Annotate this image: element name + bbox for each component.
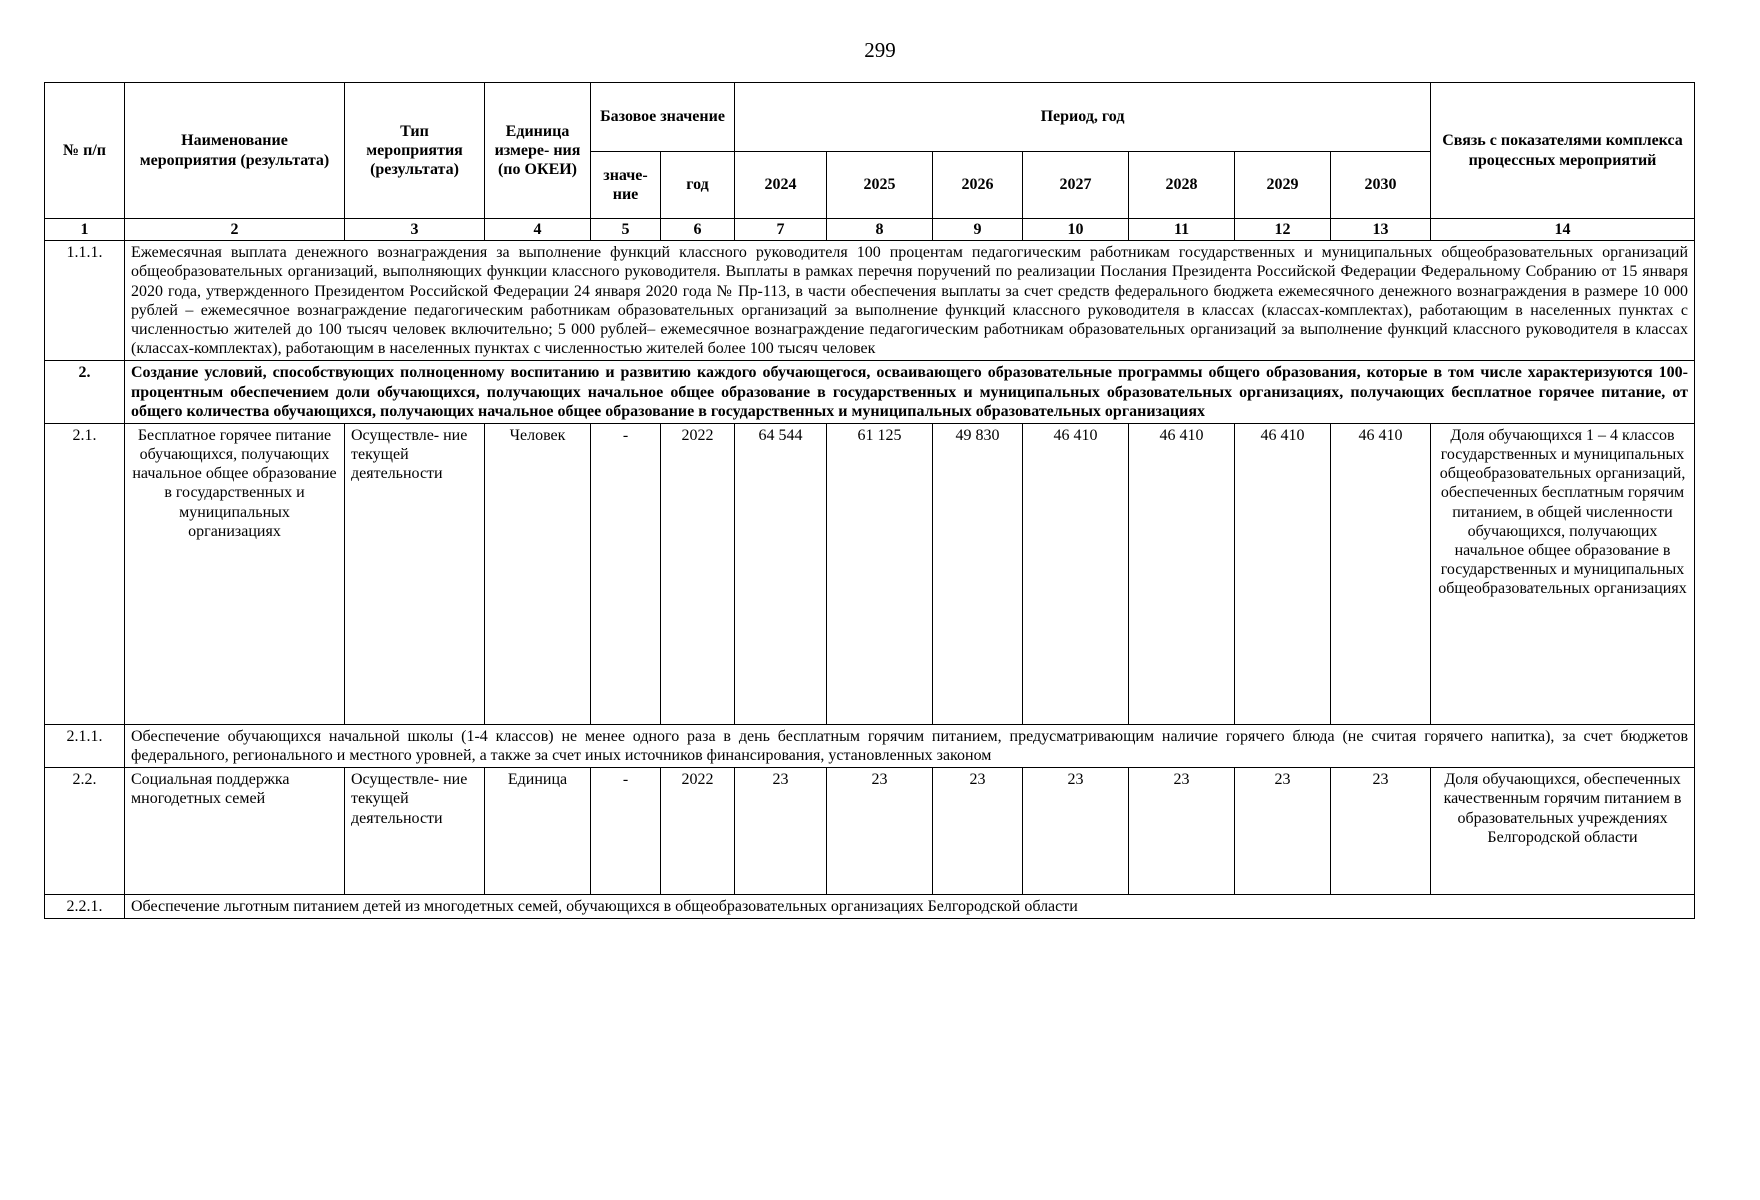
- column-number: 4: [485, 219, 591, 241]
- table-row-2-1: [45, 423, 1695, 724]
- measure-name: Бесплатное горячее питание обучающихся, получающих начальное общее образование в государственных и муниципальных организациях: [125, 423, 345, 724]
- column-number: 11: [1129, 219, 1235, 241]
- value-2030: 46 410: [1331, 423, 1431, 724]
- row-number: 2.2.1.: [45, 895, 125, 919]
- base-value: -: [591, 423, 661, 724]
- measures-table: [44, 82, 1695, 919]
- row-description: Ежемесячная выплата денежного вознаграждения за выполнение функций классного руководителя 100 процентам педагогическим работникам государственных и муниципальных общеобразовательных организаций общеобразовательных организаций, выполняющих функции классного руководителя. Выплаты в рамках перечня поручений по реализации Послания Президента Российской Федерации Федеральному Собранию от 15 января 2020 года, утвержденного Президентом Российской Федерации 24 января 2020 года № Пр-113, в части обеспечения выплаты за счет средств федерального бюджета ежемесячного денежного вознаграждения в размере 10 000 рублей – ежемесячное вознаграждение педагогическим работникам образовательных организаций за выполнение функций классного руководителя в классах (классах-комплектах), работающим в населенных пунктах с численностью жителей до 100 тысяч человек включительно; 5 000 рублей– ежемесячное вознаграждение педагогическим работникам образовательных организаций за выполнение функций классного руководителя в классах (классах-комплектах), работающим в населенных пунктах с численностью жителей более 100 тысяч человек: [125, 241, 1695, 361]
- column-number-row: [45, 219, 1695, 241]
- header-name: Наименование мероприятия (результата): [125, 83, 345, 219]
- value-2030: 23: [1331, 768, 1431, 895]
- value-2029: 46 410: [1235, 423, 1331, 724]
- table-row-2-1-1: [45, 724, 1695, 767]
- header-base-year: год: [661, 152, 735, 219]
- measure-type: Осуществле- ние текущей деятельности: [345, 768, 485, 895]
- linked-indicator: Доля обучающихся, обеспеченных качественным горячим питанием в образовательных учреждениях Белгородской области: [1431, 768, 1695, 895]
- header-year-2027: 2027: [1023, 152, 1129, 219]
- column-number: 2: [125, 219, 345, 241]
- base-year: 2022: [661, 768, 735, 895]
- measure-unit: Единица: [485, 768, 591, 895]
- column-number: 14: [1431, 219, 1695, 241]
- row-number: 1.1.1.: [45, 241, 125, 361]
- table-row-2-2-1: [45, 895, 1695, 919]
- header-type: Тип мероприятия (результата): [345, 83, 485, 219]
- row-number: 2.: [45, 361, 125, 424]
- table-row-2: [45, 361, 1695, 424]
- column-number: 12: [1235, 219, 1331, 241]
- row-number: 2.1.1.: [45, 724, 125, 767]
- header-year-2025: 2025: [827, 152, 933, 219]
- column-number: 3: [345, 219, 485, 241]
- value-2028: 23: [1129, 768, 1235, 895]
- table-row-1-1-1: [45, 241, 1695, 361]
- column-number: 7: [735, 219, 827, 241]
- row-description: Создание условий, способствующих полноценному воспитанию и развитию каждого обучающегося, осваивающего образовательные программы общего образования, которые в том числе характеризуются 100-процентным обеспечением доли обучающихся, получающих начальное общее образование в государственных и муниципальных образовательных организациях, получающих бесплатное горячее питание, от общего количества обучающихся, получающих начальное общее образование в государственных и муниципальных образовательных организациях: [125, 361, 1695, 424]
- measure-type: Осуществле- ние текущей деятельности: [345, 423, 485, 724]
- value-2025: 61 125: [827, 423, 933, 724]
- header-base-value: значе- ние: [591, 152, 661, 219]
- row-number: 2.2.: [45, 768, 125, 895]
- header-year-2028: 2028: [1129, 152, 1235, 219]
- page-number: 299: [864, 38, 896, 62]
- value-2029: 23: [1235, 768, 1331, 895]
- value-2025: 23: [827, 768, 933, 895]
- measure-name: Социальная поддержка многодетных семей: [125, 768, 345, 895]
- value-2027: 23: [1023, 768, 1129, 895]
- value-2024: 23: [735, 768, 827, 895]
- column-number: 13: [1331, 219, 1431, 241]
- column-number: 5: [591, 219, 661, 241]
- header-year-2030: 2030: [1331, 152, 1431, 219]
- header-year-2029: 2029: [1235, 152, 1331, 219]
- row-description: Обеспечение льготным питанием детей из многодетных семей, обучающихся в общеобразовательных организациях Белгородской области: [125, 895, 1695, 919]
- value-2026: 49 830: [933, 423, 1023, 724]
- measure-unit: Человек: [485, 423, 591, 724]
- header-year-2026: 2026: [933, 152, 1023, 219]
- table-row-2-2: [45, 768, 1695, 895]
- column-number: 8: [827, 219, 933, 241]
- column-number: 9: [933, 219, 1023, 241]
- value-2026: 23: [933, 768, 1023, 895]
- header-year-2024: 2024: [735, 152, 827, 219]
- header-link: Связь с показателями комплекса процессных мероприятий: [1431, 83, 1695, 219]
- header-unit: Единица измере- ния (по ОКЕИ): [485, 83, 591, 219]
- base-year: 2022: [661, 423, 735, 724]
- header-row-1: [45, 83, 1695, 152]
- header-base: Базовое значение: [591, 83, 735, 152]
- column-number: 6: [661, 219, 735, 241]
- column-number: 10: [1023, 219, 1129, 241]
- value-2024: 64 544: [735, 423, 827, 724]
- row-description: Обеспечение обучающихся начальной школы (1-4 классов) не менее одного раза в день бесплатным горячим питанием, предусматривающим наличие горячего блюда (не считая горячего напитка), за счет бюджетов федерального, регионального и местного уровней, а также за счет иных источников финансирования, установленных законом: [125, 724, 1695, 767]
- linked-indicator: Доля обучающихся 1 – 4 классов государственных и муниципальных общеобразовательных организаций, обеспеченных бесплатным горячим питанием, в общей численности обучающихся, получающих начальное общее образование в государственных и муниципальных общеобразовательных организациях: [1431, 423, 1695, 724]
- header-num: № п/п: [45, 83, 125, 219]
- header-period: Период, год: [735, 83, 1431, 152]
- row-number: 2.1.: [45, 423, 125, 724]
- column-number: 1: [45, 219, 125, 241]
- value-2028: 46 410: [1129, 423, 1235, 724]
- value-2027: 46 410: [1023, 423, 1129, 724]
- base-value: -: [591, 768, 661, 895]
